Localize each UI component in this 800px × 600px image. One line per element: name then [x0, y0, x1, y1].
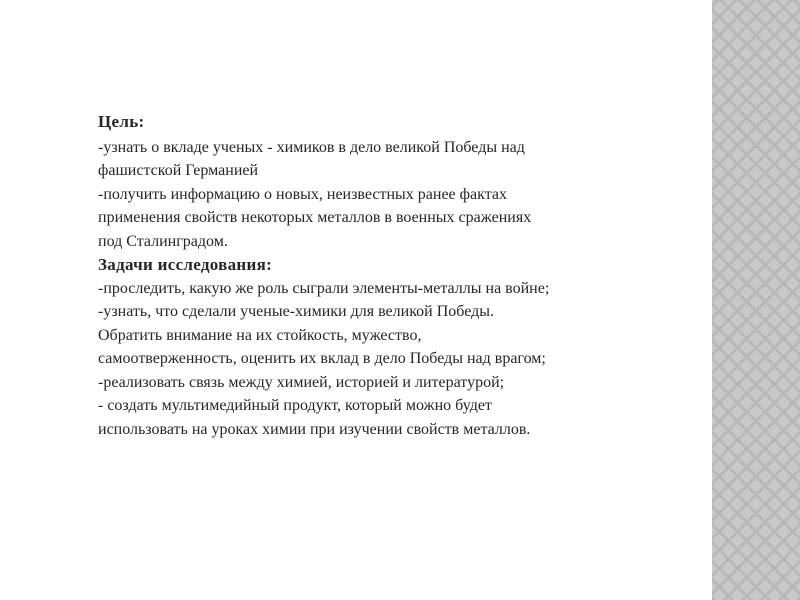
goal-line: применения свойств некоторых металлов в военных сражениях [98, 209, 532, 226]
goal-line: под Сталинградом. [98, 232, 228, 250]
slide-text-block [98, 110, 698, 441]
task-line: - создать мультимедийный продукт, который можно будет [98, 397, 492, 414]
goal-line: -получить информацию о новых, неизвестных ранее фактах [98, 185, 507, 203]
task-line: -реализовать связь между химией, историей и литературой; [98, 373, 505, 391]
goal-heading: Цель: [98, 112, 145, 131]
decorative-side-pattern [712, 0, 800, 600]
task-line: Обратить внимание на их стойкость, мужество, [98, 326, 422, 344]
goal-line: фашистской Германией [98, 162, 259, 179]
task-line: самоотверженность, оценить их вклад в дело Победы над врагом; [98, 350, 546, 367]
task-line: -узнать, что сделали ученые-химики для великой Победы. [98, 303, 494, 320]
tasks-heading: Задачи исследования: [98, 255, 273, 274]
task-line: -проследить, какую же роль сыграли элементы-металлы на войне; [98, 279, 550, 297]
goal-line: -узнать о вкладе ученых - химиков в дело великой Победы над [98, 138, 525, 156]
task-line: использовать на уроках химии при изучении свойств металлов. [98, 420, 531, 438]
